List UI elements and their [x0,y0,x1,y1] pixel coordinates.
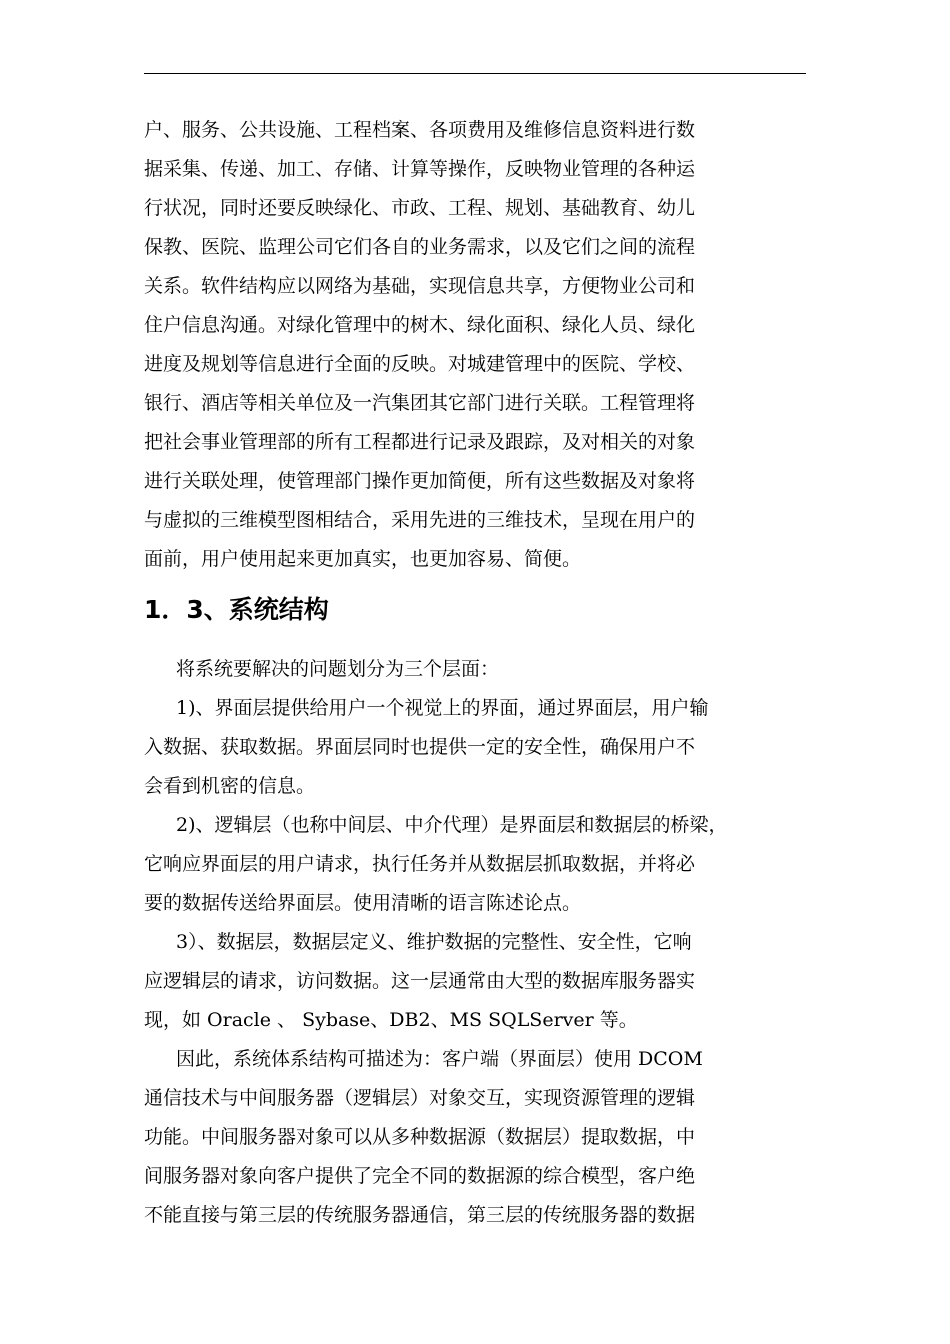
body-text-line: 与虚拟的三维模型图相结合，采用先进的三维技术，呈现在用户的 [144,509,696,531]
list-item-line: 2)、逻辑层（也称中间层、中介代理）是界面层和数据层的桥梁， [176,814,728,836]
section-heading: 1．3、系统结构 [144,595,329,624]
list-item-line: 应逻辑层的请求，访问数据。这一层通常由大型的数据库服务器实 [144,970,696,992]
body-text-line: 进度及规划等信息进行全面的反映。对城建管理中的医院、学校、 [144,353,696,375]
body-text-line: 通信技术与中间服务器（逻辑层）对象交互，实现资源管理的逻辑 [144,1087,696,1109]
list-item-line: 要的数据传送给界面层。使用清晰的语言陈述论点。 [144,892,582,914]
body-text-line: 据采集、传递、加工、存储、计算等操作，反映物业管理的各种运 [144,158,696,180]
header-rule [144,73,806,74]
body-text-line: 户、服务、公共设施、工程档案、各项费用及维修信息资料进行数 [144,119,696,141]
body-text-line: 住户信息沟通。对绿化管理中的树木、绿化面积、绿化人员、绿化 [144,314,696,336]
body-text-line: 进行关联处理，使管理部门操作更加简便，所有这些数据及对象将 [144,470,696,492]
list-item-line: 3）、数据层，数据层定义、维护数据的完整性、安全性，它响 [176,931,692,953]
list-item-line: 入数据、获取数据。界面层同时也提供一定的安全性，确保用户不 [144,736,696,758]
body-text-line: 不能直接与第三层的传统服务器通信，第三层的传统服务器的数据 [144,1204,696,1226]
body-text-line: 银行、酒店等相关单位及一汽集团其它部门进行关联。工程管理将 [144,392,696,414]
list-item-line: 它响应界面层的用户请求，执行任务并从数据层抓取数据，并将必 [144,853,696,875]
body-text-line: 保教、医院、监理公司它们各自的业务需求，以及它们之间的流程 [144,236,696,258]
body-text-line: 关系。软件结构应以网络为基础，实现信息共享，方便物业公司和 [144,275,696,297]
body-text-line: 行状况，同时还要反映绿化、市政、工程、规划、基础教育、幼儿 [144,197,696,219]
body-text-line: 面前，用户使用起来更加真实，也更加容易、简便。 [144,548,582,570]
list-item-line: 1)、界面层提供给用户一个视觉上的界面，通过界面层，用户输 [176,697,709,719]
body-text-line: 功能。中间服务器对象可以从多种数据源（数据层）提取数据，中 [144,1126,696,1148]
body-text-line: 间服务器对象向客户提供了完全不同的数据源的综合模型，客户绝 [144,1165,696,1187]
list-item-line: 现，如 Oracle 、 Sybase、DB2、MS SQLServer 等。 [144,1009,638,1031]
list-item-line: 会看到机密的信息。 [144,775,316,797]
body-text-line: 把社会事业管理部的所有工程都进行记录及跟踪，及对相关的对象 [144,431,696,453]
intro-text: 将系统要解决的问题划分为三个层面： [176,658,500,680]
body-text-line: 因此，系统体系结构可描述为：客户端（界面层）使用 DCOM [176,1048,703,1070]
